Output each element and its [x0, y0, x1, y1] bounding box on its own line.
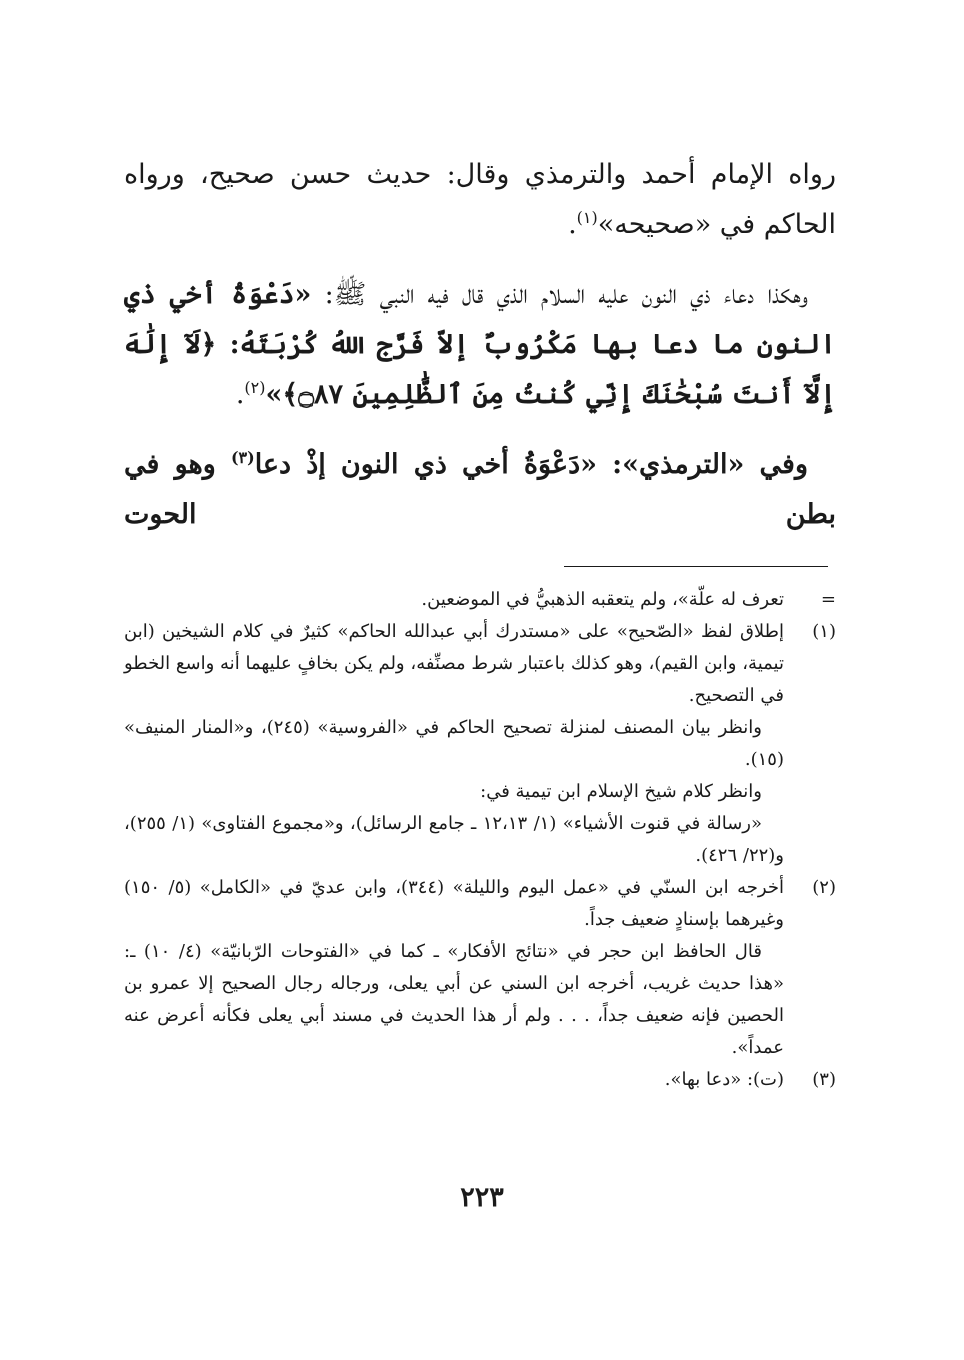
footnote-1	[124, 616, 836, 872]
paragraph-2	[124, 270, 836, 420]
footnote-3-number: (٣)	[812, 1069, 836, 1090]
footnote-2	[124, 872, 836, 1064]
footnote-continuation-text: تعرف له علّة»، ولم يتعقبه الذهبيُّ في الموضعين.	[421, 589, 784, 610]
paragraph-3-text: وفي «الترمذي»:	[596, 449, 809, 480]
footnote-3	[124, 1064, 836, 1096]
paragraph-3	[124, 440, 836, 540]
footnote-1-para-3: وانظر كلام شيخ الإسلام ابن تيمية في:	[480, 781, 762, 802]
footnote-1-para-2: وانظر بيان المصنف لمنزلة تصحيح الحاكم في «الفروسية» (٢٤٥)، و«المنار المنيف» (١٥).	[124, 717, 784, 770]
footnote-3-para-1: (ت): «دعا بها».	[664, 1069, 784, 1090]
footnote-ref-1: (١)	[576, 208, 598, 227]
footnote-continuation	[124, 584, 836, 616]
footnote-1-para-1: إطلاق لفظ «الصّحيح» على «مستدرك أبي عبدالله الحاكم» كثيرٌ في كلام الشيخين (ابن تيمية، وابن القيم)، وهو كذلك باعتبار شرط مصنِّفه، ولم يكن بخافٍ عليهما أنه واسع الخطو في التصحيح.	[124, 621, 784, 706]
paragraph-1	[124, 150, 836, 250]
footnotes	[124, 584, 836, 1096]
paragraph-1-text: رواه الإمام أحمد والترمذي وقال: حديث حسن صحيح، ورواه الحاكم في «صحيحه»	[124, 159, 836, 240]
footnote-2-number: (٢)	[812, 877, 836, 898]
footnote-ref-3: (٣)	[230, 448, 255, 467]
hadith-quote-2: «دَعْوَةُ أخي ذي النون ما دعا بها مَكْرُوبٌ إلاّ فَرَّج اللهُ كُرْبَتَهُ: ﴿لَآ إِلَٰهَ إِلَّآ أَنتَ سُبْحَٰنَكَ إِنِّي كُنتُ مِنَ ٱلظَّٰلِمِينَ ۝٨٧﴾»	[124, 279, 836, 410]
footnote-2-para-1: أخرجه ابن السنّي في «عمل اليوم والليلة» (٣٤٤)، وابن عديّ في «الكامل» (٥/ ١٥٠) وغيرهما بإسنادٍ ضعيف جداً.	[124, 877, 784, 930]
page-number: ٢٢٣	[460, 1182, 504, 1213]
paragraph-1-end: .	[568, 209, 577, 240]
paragraph-3-end: وهو في بطن الحوت	[124, 449, 836, 530]
footnote-ref-2: (٢)	[244, 378, 266, 397]
main-text	[124, 150, 836, 560]
continuation-mark: =	[820, 589, 836, 610]
hadith-quote-3: «دَعْوَةُ أخي ذي النون إذْ دعا	[254, 449, 597, 480]
paragraph-2-text: وهكذا دعاء ذي النون عليه السلام الذي قال فيه النبي ﷺ:	[311, 279, 808, 310]
footnote-2-para-2: قال الحافظ ابن حجر في «نتائج الأفكار» ـ كما في «الفتوحات الرّبانيّة» (٤/ ١٠) ـ: «هذا حديث غريب، أخرجه ابن السني عن أبي يعلى، ورجاله رجال الصحيح إلا عمرو بن الحصين فإنه ضعيف جداً، . . . ولم أر هذا الحديث في مسند أبي يعلى فكأنه أعرض عنه عمداً».	[124, 941, 784, 1058]
footnote-1-number: (١)	[812, 621, 836, 642]
footnote-divider	[564, 566, 828, 567]
paragraph-2-end: .	[235, 379, 245, 410]
footnote-1-para-4: «رسالة في قنوت الأشياء» (١/ ١٢،١٣ ـ جامع الرسائل)، و«مجموع الفتاوى» (١/ ٢٥٥)، و(٢٢/ ٤٢٦).	[124, 813, 784, 866]
